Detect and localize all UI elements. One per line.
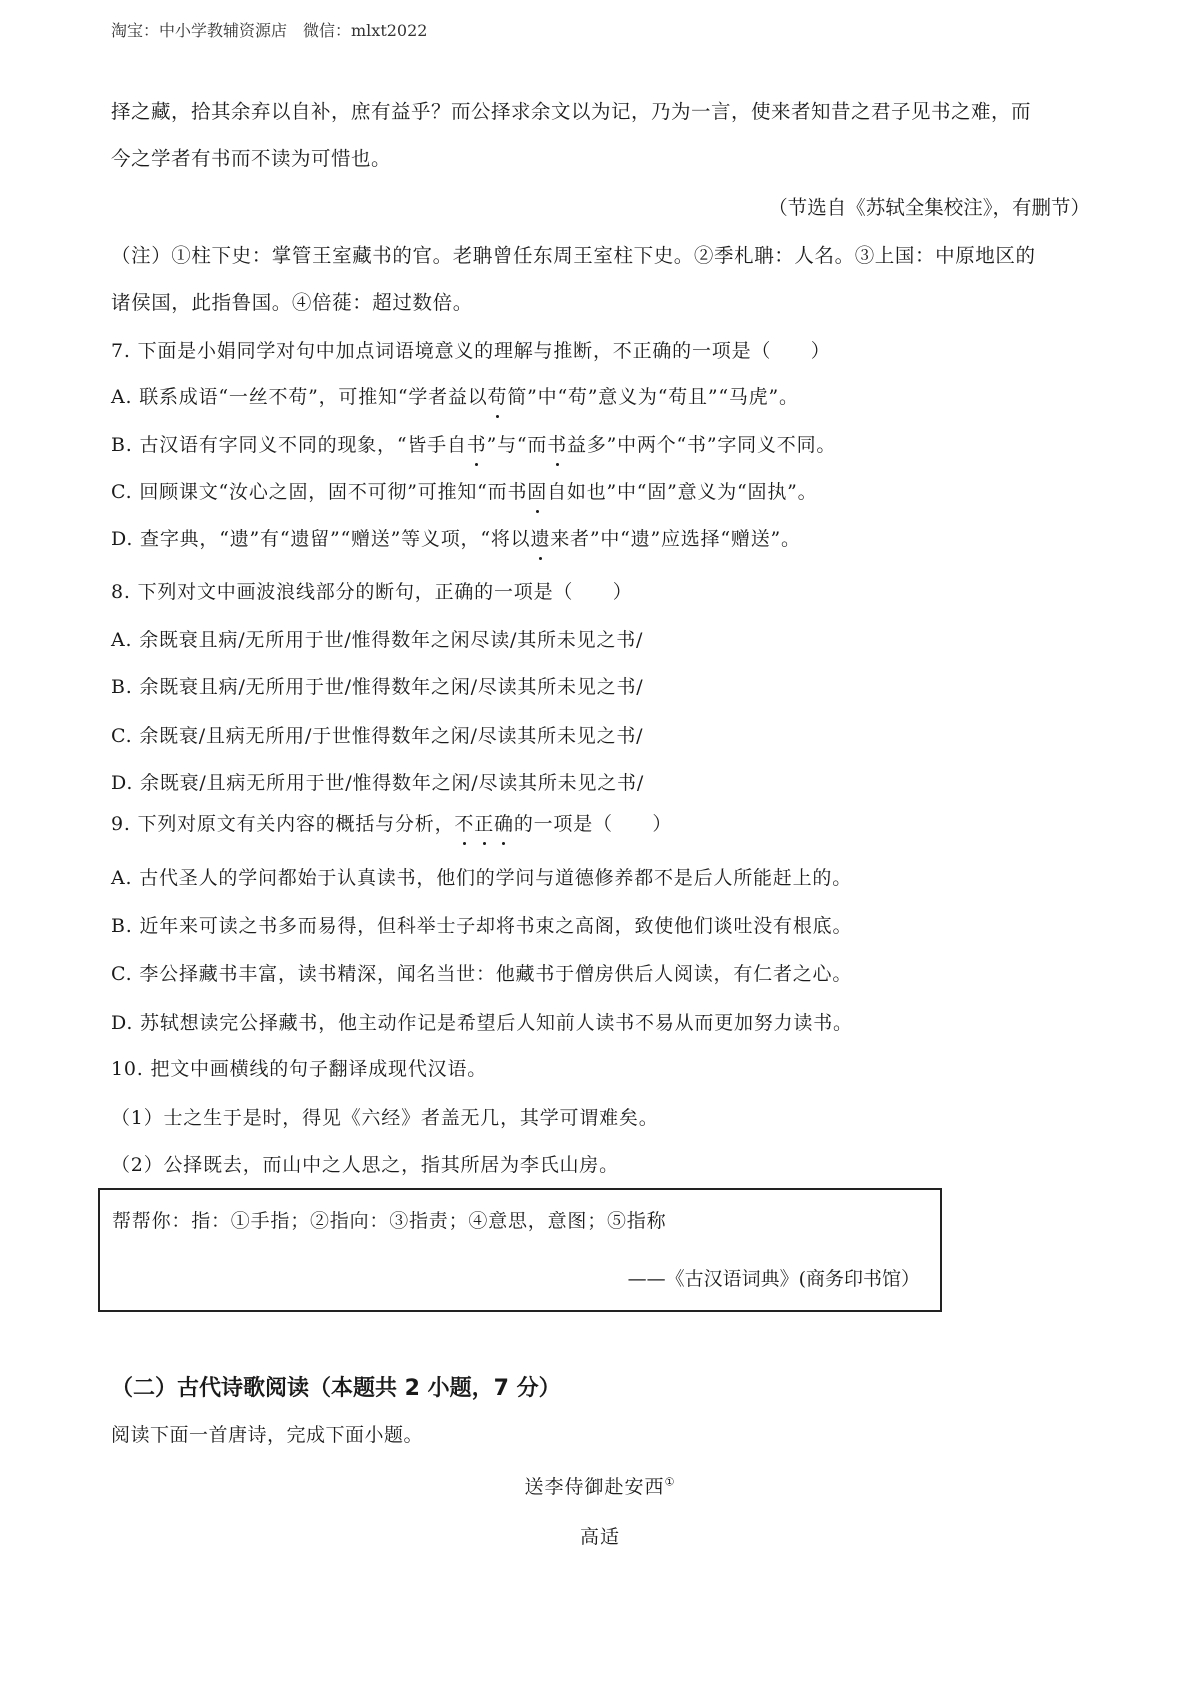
poem-footnote-marker: ① xyxy=(664,1475,676,1489)
help-source: ——《古汉语词典》(商务印书馆） xyxy=(627,1268,920,1290)
poem-author: 高适 xyxy=(579,1526,620,1548)
dotted-character: 遗 xyxy=(530,524,550,551)
option-text: C. 回顾课文“汝心之固，固不可彻”可推知“而书 xyxy=(111,481,528,503)
annotation-line: （注）①柱下史：掌管王室藏书的官。老聃曾任东周王室柱下史。②季札聃：人名。③上国：中原地区的 xyxy=(111,244,1036,267)
poem-title-text: 送李侍御赴安西 xyxy=(524,1476,665,1498)
question-9-option-c: C. 李公择藏书丰富，读书精深，闻名当世：他藏书于僧房供后人阅读，有仁者之心。 xyxy=(111,963,853,985)
question-10-sentence-1: （1）士之生于是时，得见《六经》者盖无几，其学可谓难矣。 xyxy=(111,1107,659,1129)
question-7-option-c xyxy=(111,477,817,504)
question-7-option-d xyxy=(111,524,801,551)
option-text: 自如也”中“固”意义为“固执”。 xyxy=(547,481,818,503)
stem-text: 的一项是（ ） xyxy=(513,813,673,835)
question-10-sentence-2: （2）公择既去，而山中之人思之，指其所居为李氏山房。 xyxy=(111,1154,619,1176)
help-text: 帮帮你：指：①手指；②指向：③指责；④意思，意图；⑤指称 xyxy=(112,1210,667,1232)
option-text: B. 古汉语有字同义不同的现象，“皆手自 xyxy=(111,434,467,456)
dotted-character: 正 xyxy=(474,809,494,836)
option-text: ”与“而 xyxy=(486,434,548,456)
question-8-option-c: C. 余既衰/且病无所用/于世惟得数年之闲/尽读其所未见之书/ xyxy=(111,725,644,747)
option-text: 来者”中“遗”应选择“赠送”。 xyxy=(550,528,801,550)
dotted-character: 苟 xyxy=(488,382,508,409)
question-9-option-b: B. 近年来可读之书多而易得，但科举士子却将书束之高阁，致使他们谈吐没有根底。 xyxy=(111,915,853,937)
dotted-character: 固 xyxy=(527,477,547,504)
dotted-character: 不 xyxy=(454,809,474,836)
question-7-option-a xyxy=(111,382,799,409)
question-8-option-b: B. 余既衰且病/无所用于世/惟得数年之闲/尽读其所未见之书/ xyxy=(111,676,644,698)
annotation-line: 诸侯国，此指鲁国。④倍蓰：超过数倍。 xyxy=(111,291,473,314)
question-8-stem: 8. 下列对文中画波浪线部分的断句，正确的一项是（ ） xyxy=(111,581,633,603)
option-text: D. 查字典，“遗”有“遗留”“赠送”等义项，“将以 xyxy=(111,528,531,550)
question-10-stem: 10. 把文中画横线的句子翻译成现代汉语。 xyxy=(111,1058,488,1080)
dotted-character: 确 xyxy=(494,809,514,836)
question-7-stem: 7. 下面是小娟同学对句中加点词语境意义的理解与推断，不正确的一项是（ ） xyxy=(111,340,831,362)
question-8-option-d: D. 余既衰/且病无所用于世/惟得数年之闲/尽读其所未见之书/ xyxy=(111,772,645,794)
passage-source: （节选自《苏轼全集校注》，有删节） xyxy=(768,196,1090,219)
option-text: A. 联系成语“一丝不苟”，可推知“学者益以 xyxy=(111,386,488,408)
section-instruction: 阅读下面一首唐诗，完成下面小题。 xyxy=(111,1424,424,1446)
question-9-stem xyxy=(111,809,672,836)
option-text: 简”中“苟”意义为“苟且”“马虎”。 xyxy=(507,386,799,408)
question-7-option-b xyxy=(111,430,836,457)
page-header-watermark: 淘宝：中小学教辅资源店 微信：mlxt2022 xyxy=(111,21,428,40)
question-9-option-a: A. 古代圣人的学问都始于认真读书，他们的学问与道德修养都不是后人所能赶上的。 xyxy=(111,867,853,889)
section-heading: （二）古代诗歌阅读（本题共 2 小题，7 分） xyxy=(111,1376,561,1401)
passage-line: 择之藏，拾其余弃以自补，庶有益乎？而公择求余文以为记，乃为一言，使来者知昔之君子见书之难，而 xyxy=(111,100,1032,123)
dotted-character: 书 xyxy=(547,430,567,457)
poem-title xyxy=(0,1472,1200,1499)
question-9-option-d: D. 苏轼想读完公择藏书，他主动作记是希望后人知前人读书不易从而更加努力读书。 xyxy=(111,1012,853,1034)
help-box xyxy=(98,1188,942,1312)
option-text: 益多”中两个“书”字同义不同。 xyxy=(567,434,837,456)
question-8-option-a: A. 余既衰且病/无所用于世/惟得数年之闲尽读/其所未见之书/ xyxy=(111,629,644,651)
stem-text: 9. 下列对原文有关内容的概括与分析， xyxy=(111,813,455,835)
dotted-character: 书 xyxy=(467,430,487,457)
passage-line: 今之学者有书而不读为可惜也。 xyxy=(111,147,392,170)
